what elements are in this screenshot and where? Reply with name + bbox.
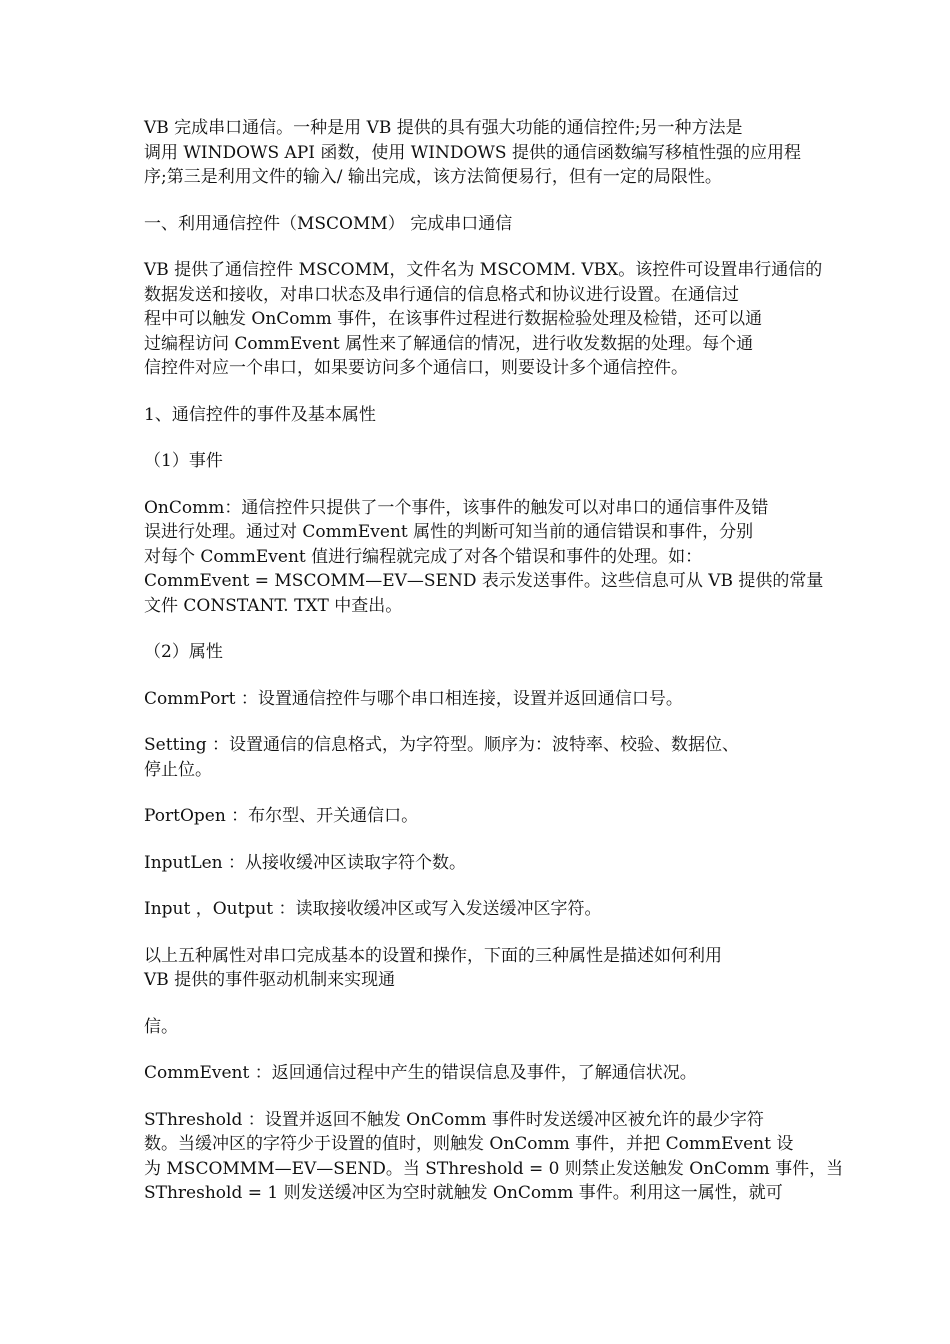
text-line: VB 完成串口通信。一种是用 VB 提供的具有强大功能的通信控件;另一种方法是: [144, 118, 743, 138]
events-heading-text: （1）事件: [144, 451, 223, 471]
properties-heading: [144, 640, 812, 665]
text-line: CommPort ：设置通信控件与哪个串口相连接，设置并返回通信口号。: [144, 688, 683, 709]
text-line: 信控件对应一个串口，如果要访问多个通信口，则要设计多个通信控件。: [144, 358, 688, 378]
section-paragraph: [144, 258, 823, 381]
text-line: 数。当缓冲区的字符少于设置的值时，则触发 OnComm 事件，并把 CommEvent 设: [144, 1134, 794, 1154]
property-commport: [144, 687, 812, 712]
document-body: [144, 116, 844, 1228]
intro-paragraph: [144, 116, 812, 190]
text-line: VB 提供了通信控件 MSCOMM，文件名为 MSCOMM. VBX。该控件可设置串行通信的: [144, 260, 823, 280]
text-line: 文件 CONSTANT. TXT 中查出。: [144, 595, 403, 616]
text-line: Setting ：设置通信的信息格式，为字符型。顺序为：波特率、校验、数据位、: [144, 735, 740, 755]
text-line: 调用 WINDOWS API 函数，使用 WINDOWS 提供的通信函数编写移植性强的应用程: [144, 142, 801, 163]
property-portopen: [144, 804, 812, 829]
subsection-heading-text: 1、通信控件的事件及基本属性: [144, 404, 376, 425]
text-line: InputLen ：从接收缓冲区读取字符个数。: [144, 852, 467, 873]
text-line: 序;第三是利用文件的输入/ 输出完成，该方法简便易行，但有一定的局限性。: [144, 167, 722, 187]
property-commevent: [144, 1061, 812, 1086]
text-line: PortOpen ：布尔型、开关通信口。: [144, 806, 419, 826]
text-line: SThreshold ：设置并返回不触发 OnComm 事件时发送缓冲区被允许的最少字符: [144, 1109, 764, 1130]
events-heading: [144, 449, 812, 474]
text-line: VB 提供的事件驱动机制来实现通: [144, 970, 396, 990]
text-line: CommEvent = MSCOMM—EV—SEND 表示发送事件。这些信息可从 VB 提供的常量: [144, 571, 824, 591]
property-inputlen: [144, 851, 812, 876]
text-line: 过编程访问 CommEvent 属性来了解通信的情况，进行收发数据的处理。每个通: [144, 333, 754, 354]
text-line: 停止位。: [144, 759, 212, 780]
text-line: Input ，Output ：读取接收缓冲区或写入发送缓冲区字符。: [144, 899, 602, 919]
text-line: 数据发送和接收，对串口状态及串行通信的信息格式和协议进行设置。在通信过: [144, 284, 739, 305]
text-line: 误进行处理。通过对 CommEvent 属性的判断可知当前的通信错误和事件，分别: [144, 522, 754, 542]
section-heading: [144, 212, 812, 237]
text-line: 对每个 CommEvent 值进行编程就完成了对各个错误和事件的处理。如：: [144, 546, 703, 567]
summary-paragraph: [144, 944, 812, 993]
summary-tail: [144, 1015, 812, 1040]
events-paragraph: [144, 496, 824, 619]
text-line: 程中可以触发 OnComm 事件，在该事件过程进行数据检验处理及检错，还可以通: [144, 309, 763, 329]
text-line: CommEvent ：返回通信过程中产生的错误信息及事件，了解通信状况。: [144, 1063, 697, 1083]
section-heading-text: 一、利用通信控件（MSCOMM） 完成串口通信: [144, 213, 513, 234]
subsection-heading: [144, 403, 812, 428]
text-line: 为 MSCOMMM—EV—SEND。当 SThreshold = 0 则禁止发送触发 OnComm 事件，当: [144, 1158, 844, 1179]
text-line: SThreshold = 1 则发送缓冲区为空时就触发 OnComm 事件。利用这一属性，就可: [144, 1183, 783, 1203]
property-sthreshold: [144, 1108, 844, 1206]
text-line: 信。: [144, 1016, 178, 1037]
text-line: OnComm：通信控件只提供了一个事件，该事件的触发可以对串口的通信事件及错: [144, 497, 769, 518]
text-line: 以上五种属性对串口完成基本的设置和操作，下面的三种属性是描述如何利用: [144, 945, 722, 966]
properties-heading-text: （2）属性: [144, 642, 223, 662]
property-input-output: [144, 897, 812, 922]
property-setting: [144, 733, 812, 782]
